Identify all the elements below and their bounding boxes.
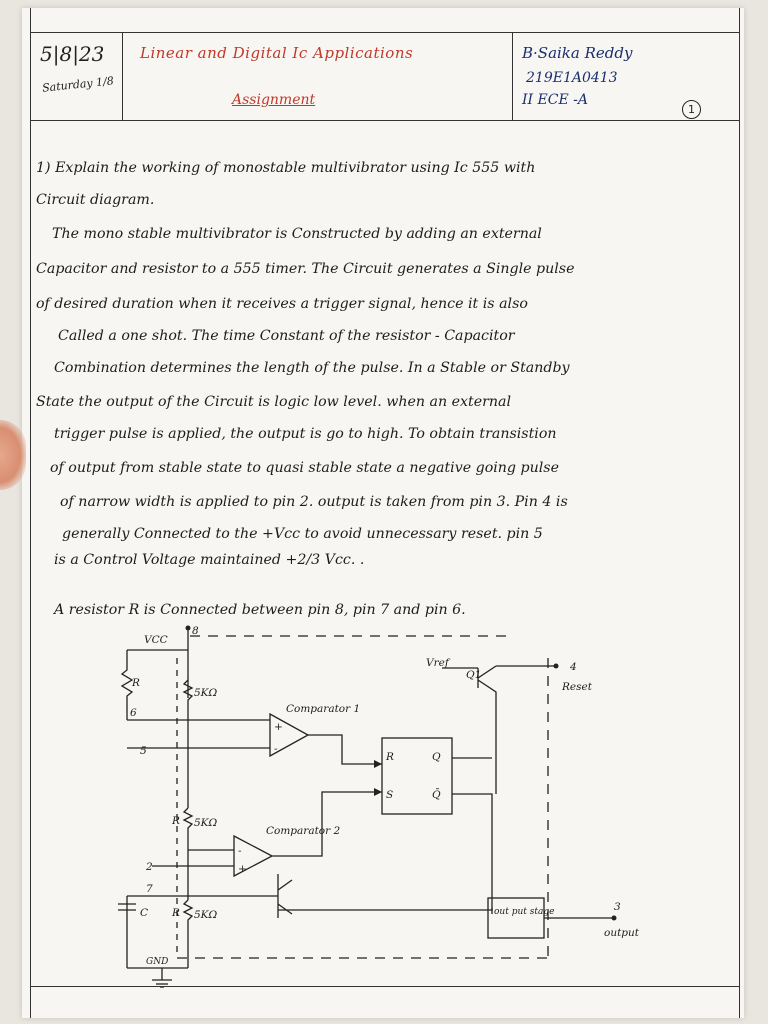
- output-label: output: [604, 927, 640, 939]
- pin8-label: 8: [192, 625, 199, 637]
- capacitor-label: C: [140, 907, 149, 919]
- text-line: of desired duration when it receives a trigger signal, hence it is also: [36, 296, 528, 312]
- comp2-minus: -: [238, 845, 242, 857]
- ff-q-label: Q: [432, 751, 441, 763]
- ff-s-label: S: [386, 789, 394, 801]
- text-line: trigger pulse is applied, the output is go to high. To obtain transistion: [54, 426, 557, 442]
- text-line: is a Control Voltage maintained +2/3 Vcc. .: [54, 552, 365, 568]
- text-line: Combination determines the length of the pulse. In a Stable or Standby: [54, 360, 570, 376]
- text-line: of narrow width is applied to pin 2. output is taken from pin 3. Pin 4 is: [60, 494, 568, 510]
- comp2-plus: +: [238, 863, 247, 875]
- day: Saturday 1/8: [41, 74, 115, 95]
- comp1-plus: +: [274, 721, 283, 733]
- comparator1-label: Comparator 1: [286, 703, 361, 715]
- comparator2-label: Comparator 2: [266, 825, 341, 837]
- header-divider-right: [512, 32, 513, 120]
- comp1-minus: -: [274, 743, 278, 755]
- text-line: State the output of the Circuit is logic low level. when an external: [36, 394, 512, 410]
- monostable-555-circuit-diagram: [22, 618, 744, 988]
- pin7-label: 7: [146, 883, 153, 895]
- res-bot-label: 5KΩ: [194, 909, 218, 921]
- reset-label: Reset: [562, 681, 592, 693]
- r-mid-label: R: [172, 815, 180, 827]
- text-line: of output from stable state to quasi stable state a negative going pulse: [50, 460, 559, 476]
- vcc-label: VCC: [144, 634, 168, 646]
- pin5-label: 5: [140, 745, 147, 757]
- pin3-label: 3: [614, 901, 621, 913]
- pin6-label: 6: [130, 707, 137, 719]
- text-line: A resistor R is Connected between pin 8, pin 7 and pin 6.: [54, 602, 466, 618]
- text-line: The mono stable multivibrator is Constructed by adding an external: [52, 226, 542, 242]
- notebook-page: [22, 8, 744, 1018]
- header-rule: [30, 120, 740, 121]
- q1-label: Q1: [466, 669, 482, 681]
- vref-label: Vref: [426, 657, 449, 669]
- r-bot-label: R: [172, 907, 180, 919]
- roll-number: 219E1A0413: [526, 70, 618, 86]
- res-mid-label: 5KΩ: [194, 817, 218, 829]
- date: 5|8|23: [40, 42, 105, 66]
- text-line: Called a one shot. The time Constant of the resistor - Capacitor: [58, 328, 515, 344]
- subject-title: Linear and Digital Ic Applications: [140, 44, 414, 62]
- student-name: B·Saika Reddy: [522, 44, 633, 62]
- top-rule: [30, 32, 740, 33]
- text-line: 1) Explain the working of monostable multivibrator using Ic 555 with: [36, 160, 536, 176]
- page-number: 1: [682, 100, 701, 119]
- output-stage-label: out put stage: [494, 907, 555, 917]
- ff-r-label: R: [386, 751, 394, 763]
- header-divider-left: [122, 32, 123, 120]
- text-line: generally Connected to the +Vcc to avoid unnecessary reset. pin 5: [62, 526, 543, 542]
- gnd-label: GND: [146, 957, 169, 967]
- pin2-label: 2: [146, 861, 153, 873]
- res-top-label: 5KΩ: [194, 687, 218, 699]
- resistor-r-label: R: [132, 677, 140, 689]
- text-line: Capacitor and resistor to a 555 timer. The Circuit generates a Single pulse: [36, 261, 575, 277]
- pin4-label: 4: [570, 661, 577, 673]
- branch: II ECE -A: [522, 92, 588, 108]
- assignment-title: Assignment: [232, 92, 316, 108]
- ff-qbar-label: Q̄: [432, 789, 441, 801]
- text-line: Circuit diagram.: [36, 192, 155, 208]
